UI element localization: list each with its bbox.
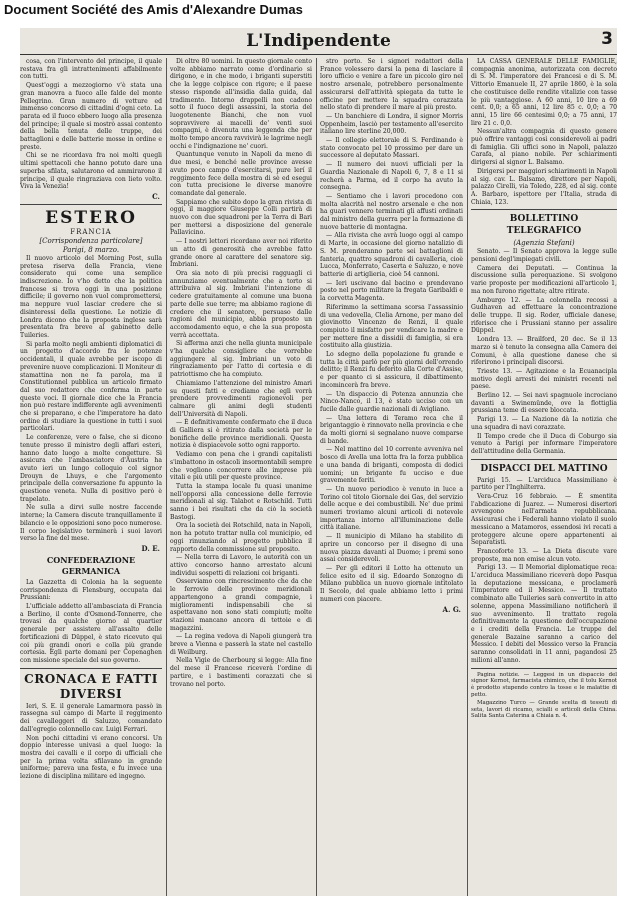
paragraph: Ora la società dei Rotschild, nata in Napoli, non ha potuto trattar nulla col municipio, ed oggi rinunziando al progetto pubblica il rapporto della commissione sul proposito. [170,522,312,553]
paragraph: — Il numero dei nuovi ufficiali per la Guardia Nazionale di Napoli 6, 7, 8 e 11 si recherà a Parma, ed il corpo ha avuto la consegna. [320,161,463,192]
paragraph: Sappiamo che subito dopo la gran rivista di oggi, il maggiore Giuseppe Colli partirà di nuovo con due squadroni per la Terra di Bari per mettersi a disposizione del generale Pallavicino. [170,198,312,237]
column-4 [471,58,617,896]
paragraph: — Alla rivista che avrà luogo oggi al campo di Marte, in occasione del giorno natalizio di S. M. prenderanno parte sei battaglioni di fanteria, quattro squadroni di cavalleria, cioè Lucca, Monferrato, Caserta e Saluzzo, e nove batterie di artiglieria, cioè 54 cannoni. [320,232,463,278]
paragraph: Si parla molto negli ambienti diplomatici di un progetto d'accordo fra le potenze occidentali, il quale avrebbe per iscopo di prevenire nuove complicazioni. Il Moniteur di stamattina non ne fa parola, ma il Constitutionnel pubblica un articolo firmato dal suo redattore che conferma in parte queste voci. Il giornale dice che la Francia non può restare indifferente agli avvenimenti che si preparano, e che l'imperatore ha dato ordine di studiare la questione in tutti i suoi particolari. [20,340,162,433]
paragraph: Chi se ne ricordava fra noi molti quegli ultimi spettacoli che hanno potuto dare una superba sfilata, salutarono ed ammirarono il principe, il quale ringraziava con lieto volto. Viva la Venezia! [20,152,162,191]
paragraph: Senato. — Il Senato approva la legge sulle pensioni degl'impiegati civili. [471,248,617,264]
divider [20,668,162,669]
advertisement: Nessun'altra compagnia di questo genere può offrire vantaggi così considerevoli ai padri di famiglia. Gli uffici sono in Napoli, palazzo Carafa, al piano nobile. Per schiarimenti dirigersi al signor L. Balsamo. [471,128,617,167]
paragraph: — I nostri lettori ricordano aver noi riferito un atto di generosità che avrebbe fatto grande onore al carattere del senatore sig. Imbriani. [170,238,312,269]
author-signature: C. [152,191,160,201]
paragraph: — Il collegio elettorale di S. Ferdinando è stato convocato pel 10 prossimo per dare un successore al deputato Massari. [320,137,463,160]
section-heading-bollettino: BOLLETTINO TELEGRAFICO [506,214,582,237]
paragraph: cosa, con l'intervento del principe, il quale restava fra gli intrattenimenti affabilmente con tutti. [20,58,162,81]
paragraph: Vera-Cruz 16 febbraio. — È smentita l'abdicazione di Juarez. — Numerosi disertori avvengono nell'armata repubblicana. Assicurasi che i Federali hanno violato il suolo messicano a Matamoros, essendosi ivi recati a proteggere alcune opere appartenenti ai Separatisti. [471,493,617,547]
masthead [20,28,617,55]
paragraph: — Un banchiere di Londra, il signor Morris Oppenheim, lasciò per testamento all'esercito italiano lire sterline 20,000. [320,112,463,136]
paragraph: Il nuovo articolo del Morning Post, sulla pretesa riserva della Francia, viene considerato qui come una semplice indiscrezione. Io v'ho detto che la politica francese si trova oggi in una posizione difficile; il governo non vuol compromettersi, ma neppure vuol lasciar credere che si disinteressi della questione. Le notizie di Londra dicono che la proposta inglese sarà presentata fra breve al gabinetto delle Tuileries. [20,254,162,339]
dateline: Parigi, 8 marzo. [62,245,120,254]
paragraph: — È definitivamente confermato che il duca di Galliera si è ritirato dalla società per le bonifiche delle province meridionali. Questa notizia è dispiacevole sotto ogni rapporto. [170,419,312,450]
paragraph: Vediamo con pena che i grandi capitalisti s'imbattono in ostacoli insormontabili sempre che vogliono concorrere alle imprese più vitali e più utili per queste province. [170,451,312,482]
paragraph: — Nella terra di Lavoro, le autorità con un attivo concorso hanno arrestato alcuni individui sospetti di relazioni coi briganti. [170,554,312,577]
paragraph: Camera dei Deputati. — Continua la discussione sulla perequazione. Si svolgono varie proposte per modificazioni all'articolo 1, ma non furono rigettate; altre ritirate. [471,264,617,295]
paragraph: — Un nuovo periodico è venuto in luce a Torino col titolo Giornale dei Gas, del servizio delle acque e dei combustibili. Ne' due primi numeri troviamo alcuni articoli di notevole importanza intorno all'illuminazione delle città italiane. [320,485,463,532]
paragraph: Amburgo 12. — La colonnella recossi a Gudhaven ad effettuare la concentrazione delle truppe. Il sig. Roder, ufficiale danese, riferisce che i Prussiani stanno per assalire Düppel. [471,296,617,335]
paragraph: Le conferenze, vere o false, che si dicono tenute presso il ministro degli affari esteri, hanno dato luogo a molte congetture. Si assicura che l'ambasciatore d'Austria ha avuto ieri un lungo colloquio col signor Drouyn de Lhuys, e che l'argomento principale della conversazione fu appunto la questione veneta. Nulla di positivo però è trapelato. [20,434,162,503]
paragraph: Ne sulla a dirvi sulle nostre faccende interne; la Camera discute tranquillamente il bilancio e le opposizioni sono poco numerose. Il corpo legislativo terminerà i suoi lavori verso la fine del mese. [20,504,162,543]
paragraph: — Sentiamo che i lavori procedono con molta alacrità nel nostro arsenale e che non ha guari vennero terminati gli affusti ordinati dal ministro della guerra per la formazione di nuove batterie di montagna. [320,192,463,231]
paragraph: — Un dispaccio di Potenza annunzia che Ninco-Nanco, il 13, è stato ucciso con un fucile dalle guardie nazionali di Avigliano. [320,390,463,413]
paragraph: Francoforte 13. — La Dieta discute vare proposte, ma non emise alcun voto. [471,547,617,563]
paragraph: Ieri, S. E. il generale Lamarmora passò in rassegna sul campo di Marte il reggimento dei cavalleggeri di Saluzzo, comandato dall'egregio colonnello cav. Luigi Ferrari. [20,702,162,733]
section-heading-cronaca: CRONACA E FATTI DIVERSI [24,671,158,701]
paragraph: Di oltre 80 uomini. In questo giornale cento volte abbiamo narrato come d'ordinario si dirigono, e in che modo, i briganti superstiti che la legge colpisce con rigore; e il paese stesso risponde all'insidia dalla guida, dal tradimento. Intorno drappelli non cadono sotto il fuoco degli assassini, la storia del luogotenente Bianchi, che non vuol sopravvivere ai macelli de' venti suoi compagni, è divenuta una leggenda che per molto tempo ancora ravvivirà le lagrime negli occhi e l'indignazione ne' cuori. [170,58,312,150]
newspaper-page [20,28,617,896]
subheading-confederazione: CONFEDERAZIONE GERMANICA [46,554,136,576]
columns [20,58,617,896]
paragraph: Lo sdegno della popolazione fu grande e tutta la città parlò per più giorni dell'orrendo delitto; il Renzi fu deferito alla Corte d'Assise, e per quanto ci si assicura, il dibattimento incomincerà fra breve. [320,351,463,389]
column-3 [320,58,463,896]
paragraph: Parigi 13. — Il Memorial diplomatique reca: L'arciduca Massimiliano riceverà dopo Pasqua la deputazione messicana, e proclamerà l'imperatore ed il Messico. — Il trattato combinato alle Tuileries sarà convertito in atto solenne, appena Massimiliano notificherà il suo avvenimento. Il trattato regola definitivamente la questione dell'occupazione e i crediti della Francia. Le truppe del generale Bazaine saranno a carico del Messico. I debiti del Messico verso la Francia saranno consolidati in 11 anni, pagandosi 25 milioni all'anno. [471,564,617,664]
classified-ads [471,672,617,721]
column-2 [170,58,312,896]
paragraph: — Ieri uscivano dal bacino e prendevano posto nel porto militare la fregata Garibaldi e la corvetta Magenta. [320,279,463,303]
paragraph: L'ufficiale addetto all'ambasciata di Francia a Berlino, il conte d'Osmond-Tonnerre, che trovasi da qualche giorno al quartier generale per assistere all'assalto delle fortificazioni di Düppel, è stato ricevuto qui coi più grandi onori e colla più grande cortesia. Egli parte domani per Copenaghen con missione speciale del suo governo. [20,603,162,664]
newspaper-title: L'Indipendente [246,31,391,51]
correspondence-note: [Corrispondenza particolare] [39,236,143,245]
agency-credit: (Agenzia Stefani) [513,239,575,248]
divider [471,459,617,460]
divider [20,204,162,205]
paragraph: La Gazzetta di Colonia ha la seguente corrispondenza di Flensburg, occupata dai Prussiani: [20,578,162,602]
paragraph: Berlino 12. — Sei navi spagnuole incrociano davanti a Swinemünde, ove la flottiglia prussiana teme di essere bloccata. [471,392,617,415]
paragraph: Ora sia noto di più precisi ragguagli ci annunziamo eventualmente che a torto si attribuiva al sig. Imbriani l'intenzione di cedere gratuitamente al comune una buona parte delle sue terre; ma abbiamo ragione di credere che il senatore, persuaso dalle ragioni del municipio, abbia proposto un accomodamento equo, e che la sua proposta verrà accettata. [170,269,312,339]
author-signature: D. E. [141,543,160,553]
advertisement: Pagina notizie. — Leggesi in un dispaccio del signor Kernot, farmacista chimico, che il tolu Kernot è prodotto stupendo contro la tosse e le malattie di petto. [471,671,617,698]
paragraph: Non pochi cittadini vi erano concorsi. Un doppio interesse univasi a quel luogo: la mostra dei cavalli e il corpo di ufficiali che per la prima volta sfilavano in grande uniforme; pareva una festa, e fu invece una lezione di disciplina militare ed ingegno. [20,734,162,781]
author-signature: A. G. [442,604,461,614]
paragraph: Riferimmo la settimana scorsa l'assassinio di una vedovella, Clelia Arnone, per mano del giovinotto Vincenzo de Renzi, il quale compiuto il misfatto per vendicare la madre e per mettere fine a dissidii di famiglia, si era costituito alla giustizia. [320,303,463,350]
page-number: 3 [601,29,613,49]
paragraph: — Per gli editori il Lotto ha ottenuto un felice esito ed il sig. Edoardo Sonzogno di Milano pubblica un nuovo giornale intitolato Il Secolo, del quale abbiamo letto i primi numeri con piacere. [320,565,463,603]
subheading-francia: FRANCIA [70,227,112,236]
divider [471,668,617,669]
section-heading-dispacci: DISPACCI DEL MATTINO [480,463,608,474]
paragraph: stro porto. Se i signori redattori della France volessero darsi la pena di lasciare il loro ufficio e venire a fare un piccolo giro nel nostro arsenale, potrebbero personalmente assicurarsi dell'attività spiegata da tutte le officine per mettere la squadra corazzata nello stato di prendere il mare al più presto. [320,58,463,112]
paragraph: Londra 13. — Brailford, 20 dec. Se il 13 marzo si è tenuto la consegna alla Camera dei Comuni, è alla questione danese che si riferirono i principali discorsi. [471,336,617,367]
paragraph: Il Tempo crede che il Duca di Coburgo sia venuto a Parigi per informare l'imperatore dell'attitudine della Germania. [471,432,617,455]
document-watermark: Document Société des Amis d'Alexandre Dumas [4,2,303,17]
paragraph: Osserviamo con rincrescimento che da che le ferrovie delle province meridionali appartengono a grandi compagnie, i miglioramenti indispensabili che si aspettavano non sono stati compiuti; molte stazioni mancano ancora di tettoie e di magazzini. [170,578,312,632]
paragraph: Trieste 13. — Agitazione e la Ecuanacipla motivo degli arresti dei ministri recenti nel paese. [471,367,617,391]
divider [471,209,617,210]
paragraph: Tutta la stampa locale fu quasi unanime nell'opporsi alla concessione delle ferrovie meridionali al sig. Talabot e Rotschild. Tutti sanno i bei risultati che da ciò la società Bastogi. [170,482,312,521]
section-heading-estero: ESTERO [45,207,137,228]
paragraph: — Una lettera di Teramo reca che il brigantaggio è rinnovato nella provincia e che da molti giorni si segnalano nuove comparse di bande. [320,414,463,445]
column-1 [20,58,162,896]
paragraph: — Il municipio di Milano ha stabilito di aprire un concorso per il disegno di una nuova piazza davanti al Duomo; i premi sono assai considerevoli. [320,533,463,564]
advertisement: LA CASSA GENERALE DELLE FAMIGLIE, compagnia anonima, autorizzata con decreto di S. M. l'imperatore dei Francesi e di S. M. Vittorio Emanuele II, 27 aprile 1860, è la sola che costituisce delle rendite vitalizie con tasse le più vantaggiose. A 60 anni, 10 lire a 69 cent. 0,0; a 65 anni, 12 lire 85 c. 0,0; a 70 anni, 15 lire 66 centesimi 0,0; a 75 anni, 17 lire 21 c. 0,0. [471,58,617,127]
paragraph: Si afferma anzi che nella giunta municipale v'ha qualche consigliere che vorrebbe aggiungere al sig. Imbriani un voto di ringraziamento per l'atto di cortesia e di patriottismo che ha compiuto. [170,340,312,379]
paragraph: Parigi 13. — La Nazione dà la notizia che una squadra di navi corazzate. [471,416,617,431]
paragraph: — La regina vedova di Napoli giungerà tra breve a Vienna e passerà la state nel castello di Weilburg. [170,633,312,656]
advertisement: Magazzino Turco — Grande scelta di tessuti di seta, lavori di ricamo, scialli e articoli della China. Salita Santa Caterina a Chiaia n. 4. [471,699,617,720]
paragraph: Parigi 15. — L'arciduca Massimiliano è partito per l'Inghilterra. [471,476,617,492]
paragraph: Quantunque venuto in Napoli da meno di due mesi, e benché nelle province avesse avuto poco campo d'esercitarsi, pure lerí il reggimento fece della mostra di sè ed esegui con tutta precisione le diverse manovre comandate dal generale. [170,151,312,197]
paragraph: Quest'oggi a mezzogiorno v'è stata una gran manovra a fuoco alle falde del monte Pellegrino. Gran numero di vetture ed immenso concorso di cittadini d'ogni ceto. La parata ed il fuoco ebbero luogo alla presenza del principe; il quale si mostrò assai contento della bella tenuta delle truppe, dei battaglioni e delle batterie mosse in ordine e preste. [20,82,162,151]
paragraph: Chiamiamo l'attenzione del ministro Amari su questi fatti e crediamo che egli vorrà prendere provvedimenti ragionevoli per calmare gli animi degli studenti dell'Università di Napoli. [170,379,312,418]
paragraph: — Nel mattino del 10 corrente avveniva nel bosco di Avella una lotta fra la forza pubblica e una banda di briganti, composta di dodici uomini; un brigante fu ucciso e due gravemente feriti. [320,446,463,485]
advertisement: Dirigersi per maggiori schiarimenti in Napoli al sig. cav. L. Balsamo, direttore per Napoli, palazzo Cirelli, via Toledo, 228, ed al sig. conte A. Barbaro, ispettore per l'Italia, strada di Chiaia, 123. [471,167,617,206]
paragraph: Nella Vigie de Cherbourg si legge: Alla fine del mese il Francese riceverà l'ordine di partire, e i bastimenti corazzati che si trovano nel porto. [170,657,312,688]
